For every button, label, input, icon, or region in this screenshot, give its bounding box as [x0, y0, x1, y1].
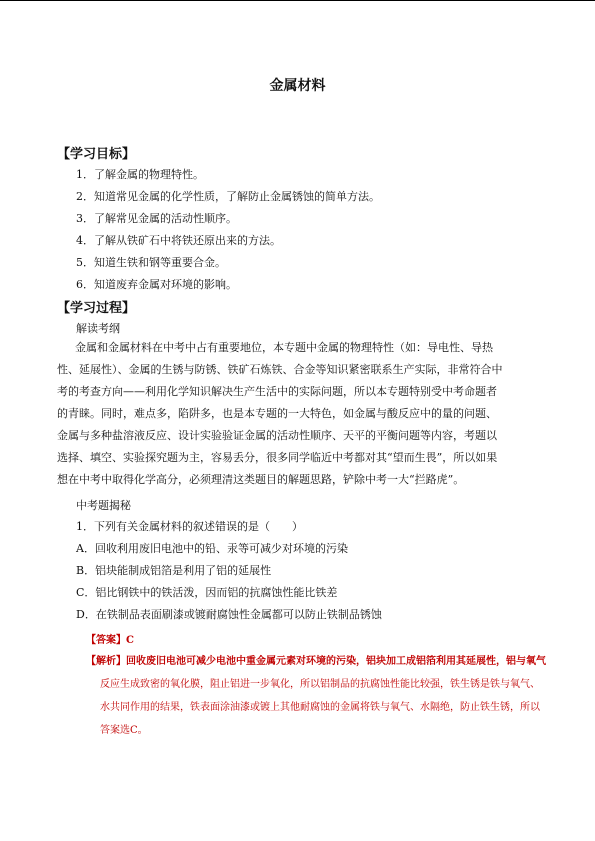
syllabus-subheading: 解读考纲 — [76, 322, 120, 335]
paragraph-line: 想在中考中取得化学高分，必须理清这类题目的解题思路，铲除中考一大“拦路虎”。 — [57, 473, 465, 486]
objective-item-4: 4．了解从铁矿石中将铁还原出来的方法。 — [76, 234, 281, 247]
page-title: 金属材料 — [269, 78, 326, 94]
paragraph-line: 考的考查方向——利用化学知识解决生产生活中的实际问题，所以本专题特别受中考命题者 — [57, 385, 497, 398]
option-b: B．铝块能制成铝箔是利用了铝的延展性 — [76, 564, 272, 577]
paragraph-line: 金属和金属材料在中考中占有重要地位，本专题中金属的物理特性（如：导电性、导热 — [75, 341, 493, 354]
objectives-heading: 【学习目标】 — [57, 147, 136, 162]
objective-item-3: 3．了解常见金属的活动性顺序。 — [76, 212, 237, 225]
option-a: A．回收利用废旧电池中的铅、汞等可减少对环境的污染 — [76, 542, 348, 555]
paragraph-line: 选择、填空、实验探究题为主，容易丢分，很多同学临近中考都对其“望而生畏”，所以如果 — [57, 451, 498, 464]
paragraph-line: 金属与多种盐溶液反应、设计实验验证金属的活动性顺序、天平的平衡问题等内容，考题以 — [57, 429, 497, 442]
process-heading: 【学习过程】 — [57, 301, 136, 316]
objective-item-6: 6．知道废弃金属对环境的影响。 — [76, 278, 237, 291]
page-top-rule — [0, 0, 595, 1]
answer-label: 【答案】C — [86, 635, 134, 646]
objective-item-1: 1．了解金属的物理特性。 — [76, 168, 204, 181]
option-d: D．在铁制品表面刷漆或镀耐腐蚀性金属都可以防止铁制品锈蚀 — [76, 608, 382, 621]
objective-item-2: 2．知道常见金属的化学性质，了解防止金属锈蚀的简单方法。 — [76, 190, 380, 203]
analysis-line: 水共同作用的结果，铁表面涂油漆或镀上其他耐腐蚀的金属将铁与氧气、水隔绝，防止铁生锈，所以 — [100, 702, 540, 713]
analysis-block — [86, 650, 566, 742]
objective-item-5: 5．知道生铁和钢等重要合金。 — [76, 256, 226, 269]
syllabus-paragraph — [57, 337, 539, 491]
analysis-line: 反应生成致密的氧化膜，阻止铝进一步氧化，所以铝制品的抗腐蚀性能比较强，铁生锈是铁与氧气、 — [100, 679, 540, 690]
paragraph-line: 的青睐。同时，难点多，陷阱多，也是本专题的一大特色，如金属与酸反应中的量的问题、 — [57, 407, 497, 420]
analysis-line: 答案选C。 — [100, 725, 148, 736]
exam-subheading: 中考题揭秘 — [76, 499, 131, 512]
question-stem: 1．下列有关金属材料的叙述错误的是（ ） — [76, 520, 303, 533]
option-c: C．铝比钢铁中的铁活泼，因而铝的抗腐蚀性能比铁差 — [76, 586, 338, 599]
analysis-line: 【解析】回收废旧电池可减少电池中重金属元素对环境的污染，铝块加工成铝箔利用其延展性，铝与氧气 — [86, 656, 546, 667]
paragraph-line: 性、延展性）、金属的生锈与防锈、铁矿石炼铁、合金等知识紧密联系生产实际，非常符合中 — [57, 363, 503, 376]
